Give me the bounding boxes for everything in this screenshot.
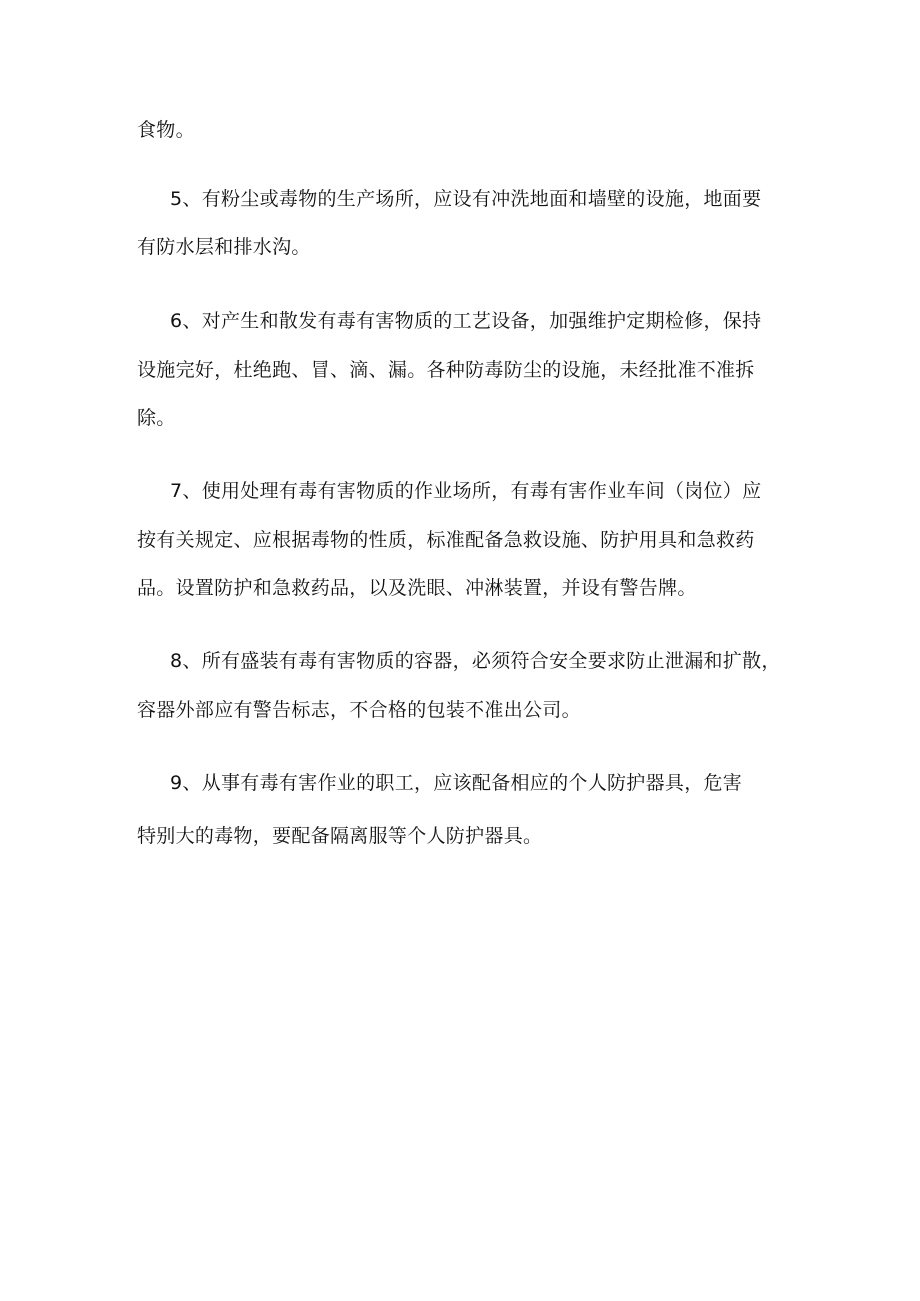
item-9-line-1: 9、从事有毒有害作业的职工，应该配备相应的个人防护器具，危害 xyxy=(170,772,743,794)
item-5-line-1: 5、有粉尘或毒物的生产场所，应设有冲洗地面和墙壁的设施，地面要 xyxy=(170,188,762,210)
item-6-line-3: 除。 xyxy=(137,407,176,429)
item-5-line-2: 有防水层和排水沟。 xyxy=(137,236,311,258)
item-8-line-2: 容器外部应有警告标志，不合格的包装不准出公司。 xyxy=(137,699,581,721)
item-9-line-2: 特别大的毒物，要配备隔离服等个人防护器具。 xyxy=(137,825,543,847)
item-7-line-1: 7、使用处理有毒有害物质的作业场所，有毒有害作业车间（岗位）应 xyxy=(170,480,762,502)
item-7-line-2: 按有关规定、应根据毒物的性质，标准配备急救设施、防护用具和急救药 xyxy=(137,529,755,551)
item-6-line-2: 设施完好，杜绝跑、冒、滴、漏。各种防毒防尘的设施，未经批准不准拆 xyxy=(137,359,755,381)
item-8-line-1: 8、所有盛装有毒有害物质的容器，必须符合安全要求防止泄漏和扩散， xyxy=(170,650,781,672)
item-7-line-3: 品。设置防护和急救药品，以及洗眼、冲淋装置，并设有警告牌。 xyxy=(137,577,697,599)
intro-tail-line: 食物。 xyxy=(137,119,195,141)
item-6-line-1: 6、对产生和散发有毒有害物质的工艺设备，加强维护定期检修，保持 xyxy=(170,310,762,332)
